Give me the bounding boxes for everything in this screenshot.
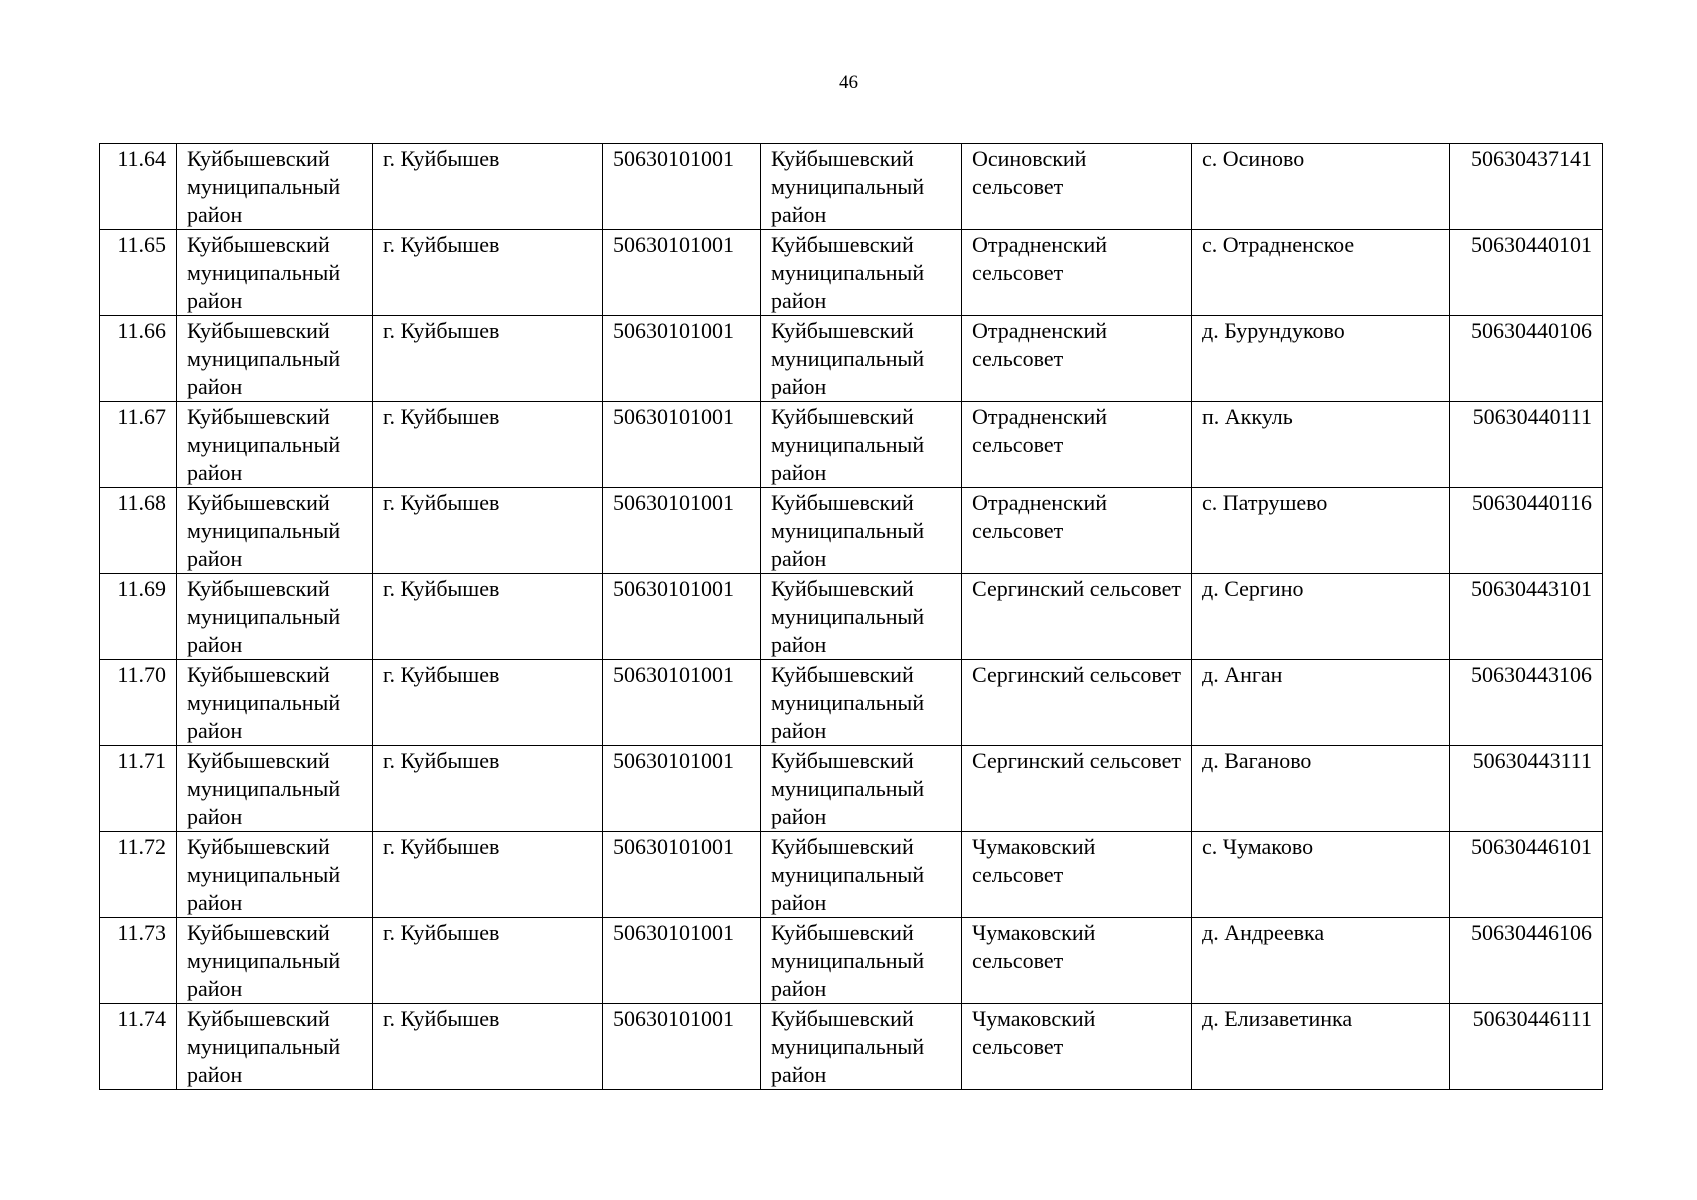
city-cell: г. Куйбышев: [373, 1004, 603, 1090]
settlement-cell: д. Андреевка: [1192, 918, 1450, 1004]
settlement-code-cell: 50630446101: [1450, 832, 1603, 918]
table-row: [100, 746, 1603, 832]
district-cell: Куйбышевский муниципальный район: [177, 660, 373, 746]
settlement-code-cell: 50630446111: [1450, 1004, 1603, 1090]
table-row: [100, 402, 1603, 488]
table-row: [100, 144, 1603, 230]
council-cell: Сергинский сельсовет: [962, 660, 1192, 746]
city-cell: г. Куйбышев: [373, 746, 603, 832]
row-number-cell: 11.68: [100, 488, 177, 574]
district-cell: Куйбышевский муниципальный район: [177, 1004, 373, 1090]
settlement-cell: п. Аккуль: [1192, 402, 1450, 488]
registry-table: [99, 143, 1603, 1090]
row-number-cell: 11.66: [100, 316, 177, 402]
settlement-cell: д. Ваганово: [1192, 746, 1450, 832]
settlement-cell: д. Елизаветинка: [1192, 1004, 1450, 1090]
settlement-cell: с. Отрадненское: [1192, 230, 1450, 316]
city-cell: г. Куйбышев: [373, 144, 603, 230]
page-number: 46: [839, 72, 858, 93]
settlement-cell: с. Чумаково: [1192, 832, 1450, 918]
settlement-code-cell: 50630440106: [1450, 316, 1603, 402]
row-number-cell: 11.69: [100, 574, 177, 660]
district-cell: Куйбышевский муниципальный район: [177, 488, 373, 574]
council-cell: Сергинский сельсовет: [962, 574, 1192, 660]
settlement-cell: д. Сергино: [1192, 574, 1450, 660]
district-cell: Куйбышевский муниципальный район: [177, 832, 373, 918]
table-row: [100, 1004, 1603, 1090]
table-row: [100, 574, 1603, 660]
municipal-district-cell: Куйбышевский муниципальный район: [761, 1004, 962, 1090]
council-cell: Отрадненский сельсовет: [962, 402, 1192, 488]
district-cell: Куйбышевский муниципальный район: [177, 402, 373, 488]
settlement-cell: с. Осиново: [1192, 144, 1450, 230]
table-row: [100, 832, 1603, 918]
settlement-code-cell: 50630437141: [1450, 144, 1603, 230]
city-code-cell: 50630101001: [603, 746, 761, 832]
row-number-cell: 11.72: [100, 832, 177, 918]
row-number-cell: 11.70: [100, 660, 177, 746]
council-cell: Отрадненский сельсовет: [962, 316, 1192, 402]
district-cell: Куйбышевский муниципальный район: [177, 746, 373, 832]
city-cell: г. Куйбышев: [373, 660, 603, 746]
municipal-district-cell: Куйбышевский муниципальный район: [761, 230, 962, 316]
city-cell: г. Куйбышев: [373, 316, 603, 402]
city-code-cell: 50630101001: [603, 832, 761, 918]
city-code-cell: 50630101001: [603, 230, 761, 316]
district-cell: Куйбышевский муниципальный район: [177, 230, 373, 316]
table-row: [100, 918, 1603, 1004]
row-number-cell: 11.65: [100, 230, 177, 316]
settlement-cell: д. Бурундуково: [1192, 316, 1450, 402]
city-code-cell: 50630101001: [603, 488, 761, 574]
row-number-cell: 11.64: [100, 144, 177, 230]
district-cell: Куйбышевский муниципальный район: [177, 918, 373, 1004]
table-row: [100, 230, 1603, 316]
city-code-cell: 50630101001: [603, 660, 761, 746]
municipal-district-cell: Куйбышевский муниципальный район: [761, 746, 962, 832]
city-cell: г. Куйбышев: [373, 574, 603, 660]
city-code-cell: 50630101001: [603, 402, 761, 488]
settlement-code-cell: 50630440101: [1450, 230, 1603, 316]
row-number-cell: 11.74: [100, 1004, 177, 1090]
row-number-cell: 11.67: [100, 402, 177, 488]
settlement-code-cell: 50630443101: [1450, 574, 1603, 660]
municipal-district-cell: Куйбышевский муниципальный район: [761, 574, 962, 660]
district-cell: Куйбышевский муниципальный район: [177, 316, 373, 402]
settlement-cell: с. Патрушево: [1192, 488, 1450, 574]
settlement-cell: д. Анган: [1192, 660, 1450, 746]
municipal-district-cell: Куйбышевский муниципальный район: [761, 832, 962, 918]
council-cell: Чумаковский сельсовет: [962, 1004, 1192, 1090]
city-code-cell: 50630101001: [603, 144, 761, 230]
municipal-district-cell: Куйбышевский муниципальный район: [761, 918, 962, 1004]
city-cell: г. Куйбышев: [373, 488, 603, 574]
municipal-district-cell: Куйбышевский муниципальный район: [761, 144, 962, 230]
settlement-code-cell: 50630443106: [1450, 660, 1603, 746]
settlement-code-cell: 50630446106: [1450, 918, 1603, 1004]
settlement-code-cell: 50630440116: [1450, 488, 1603, 574]
row-number-cell: 11.71: [100, 746, 177, 832]
district-cell: Куйбышевский муниципальный район: [177, 144, 373, 230]
municipal-district-cell: Куйбышевский муниципальный район: [761, 660, 962, 746]
council-cell: Осиновский сельсовет: [962, 144, 1192, 230]
row-number-cell: 11.73: [100, 918, 177, 1004]
council-cell: Отрадненский сельсовет: [962, 488, 1192, 574]
council-cell: Отрадненский сельсовет: [962, 230, 1192, 316]
city-cell: г. Куйбышев: [373, 918, 603, 1004]
city-cell: г. Куйбышев: [373, 402, 603, 488]
table-row: [100, 316, 1603, 402]
city-code-cell: 50630101001: [603, 316, 761, 402]
municipal-district-cell: Куйбышевский муниципальный район: [761, 402, 962, 488]
municipal-district-cell: Куйбышевский муниципальный район: [761, 316, 962, 402]
city-code-cell: 50630101001: [603, 918, 761, 1004]
council-cell: Чумаковский сельсовет: [962, 918, 1192, 1004]
council-cell: Сергинский сельсовет: [962, 746, 1192, 832]
city-code-cell: 50630101001: [603, 574, 761, 660]
table-row: [100, 488, 1603, 574]
council-cell: Чумаковский сельсовет: [962, 832, 1192, 918]
table-row: [100, 660, 1603, 746]
city-cell: г. Куйбышев: [373, 832, 603, 918]
settlement-code-cell: 50630440111: [1450, 402, 1603, 488]
municipal-district-cell: Куйбышевский муниципальный район: [761, 488, 962, 574]
city-cell: г. Куйбышев: [373, 230, 603, 316]
table-body: [100, 144, 1603, 1090]
district-cell: Куйбышевский муниципальный район: [177, 574, 373, 660]
settlement-code-cell: 50630443111: [1450, 746, 1603, 832]
city-code-cell: 50630101001: [603, 1004, 761, 1090]
